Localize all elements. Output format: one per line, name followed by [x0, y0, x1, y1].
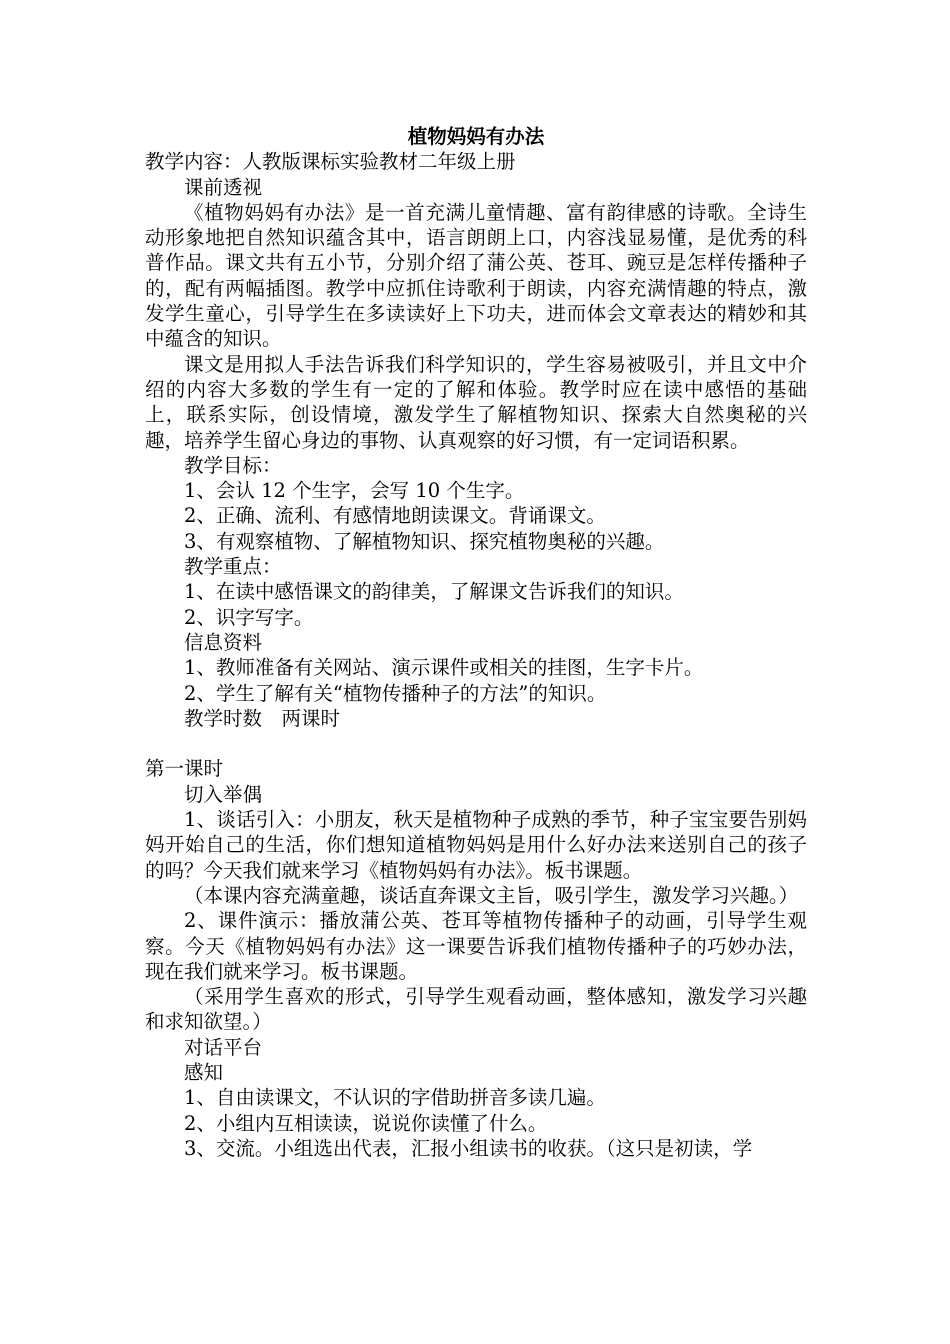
section-heading: 教学目标： — [184, 453, 282, 477]
body-paragraph: 2、课件演示：播放蒲公英、苍耳等植物传播种子的动画，引导学生观察。今天《植物妈妈有办法》这一课要告诉我们植物传播种子的巧妙办法，现在我们就来学习。板书课题。 — [145, 909, 807, 983]
list-item: 1、会认 12 个生字，会写 10 个生字。 — [184, 479, 525, 503]
lesson-heading: 第一课时 — [145, 757, 224, 781]
body-paragraph: 1、谈话引入：小朋友，秋天是植物种子成熟的季节，种子宝宝要告别妈妈开始自己的生活，你们想知道植物妈妈是用什么好办法来送别自己的孩子的吗？今天我们就来学习《植物妈妈有办法》。板书课题。 — [145, 808, 807, 882]
blank-line — [145, 731, 807, 756]
document-title: 植物妈妈有办法 — [407, 125, 545, 148]
section-heading: 切入举偶 — [184, 782, 263, 806]
section-heading: 信息资料 — [184, 630, 263, 654]
list-item: 2、学生了解有关“植物传播种子的方法”的知识。 — [184, 681, 607, 705]
body-paragraph: 《植物妈妈有办法》是一首充满儿童情趣、富有韵律感的诗歌。全诗生动形象地把自然知识蕴含其中，语言朗朗上口，内容浅显易懂，是优秀的科普作品。课文共有五小节，分别介绍了蒲公英、苍耳、豌豆是怎样传播种子的，配有两幅插图。教学中应抓住诗歌利于朗读，内容充满情趣的特点，激发学生童心，引导学生在多读读好上下功夫，进而体会文章表达的精妙和其中蕴含的知识。 — [145, 200, 807, 351]
teaching-content: 教学内容：人教版课标实验教材二年级上册 — [145, 150, 516, 174]
section-heading: 教学重点： — [184, 555, 282, 579]
body-paragraph: 课文是用拟人手法告诉我们科学知识的，学生容易被吸引，并且文中介绍的内容大多数的学生有一定的了解和体验。教学时应在读中感悟的基础上，联系实际，创设情境，激发学生了解植物知识、探索大自然奥秘的兴趣，培养学生留心身边的事物、认真观察的好习惯，有一定词语积累。 — [145, 352, 807, 452]
document-body — [145, 124, 807, 1161]
section-heading: 教学时数 两课时 — [184, 706, 341, 730]
list-item: 2、小组内互相读读，说说你读懂了什么。 — [184, 1111, 548, 1135]
list-item: 2、正确、流利、有感情地朗读课文。背诵课文。 — [184, 504, 606, 528]
list-item: 3、交流。小组选出代表，汇报小组读书的收获。（这只是初读，学 — [184, 1136, 753, 1160]
annotation-paragraph: （采用学生喜欢的形式，引导学生观看动画，整体感知，激发学习兴趣和求知欲望。） — [145, 985, 807, 1034]
list-item: 1、教师准备有关网站、演示课件或相关的挂图，生字卡片。 — [184, 656, 704, 680]
section-heading: 课前透视 — [184, 175, 263, 199]
section-heading: 对话平台 — [184, 1035, 263, 1059]
annotation-paragraph: （本课内容充满童趣，谈话直奔课文主旨，吸引学生，激发学习兴趣。） — [184, 883, 799, 907]
list-item: 1、在读中感悟课文的韵律美，了解课文告诉我们的知识。 — [184, 580, 684, 604]
list-item: 2、识字写字。 — [184, 605, 314, 629]
section-heading: 感知 — [184, 1060, 224, 1084]
list-item: 3、有观察植物、了解植物知识、探究植物奥秘的兴趣。 — [184, 529, 665, 553]
list-item: 1、自由读课文，不认识的字借助拼音多读几遍。 — [184, 1086, 606, 1110]
